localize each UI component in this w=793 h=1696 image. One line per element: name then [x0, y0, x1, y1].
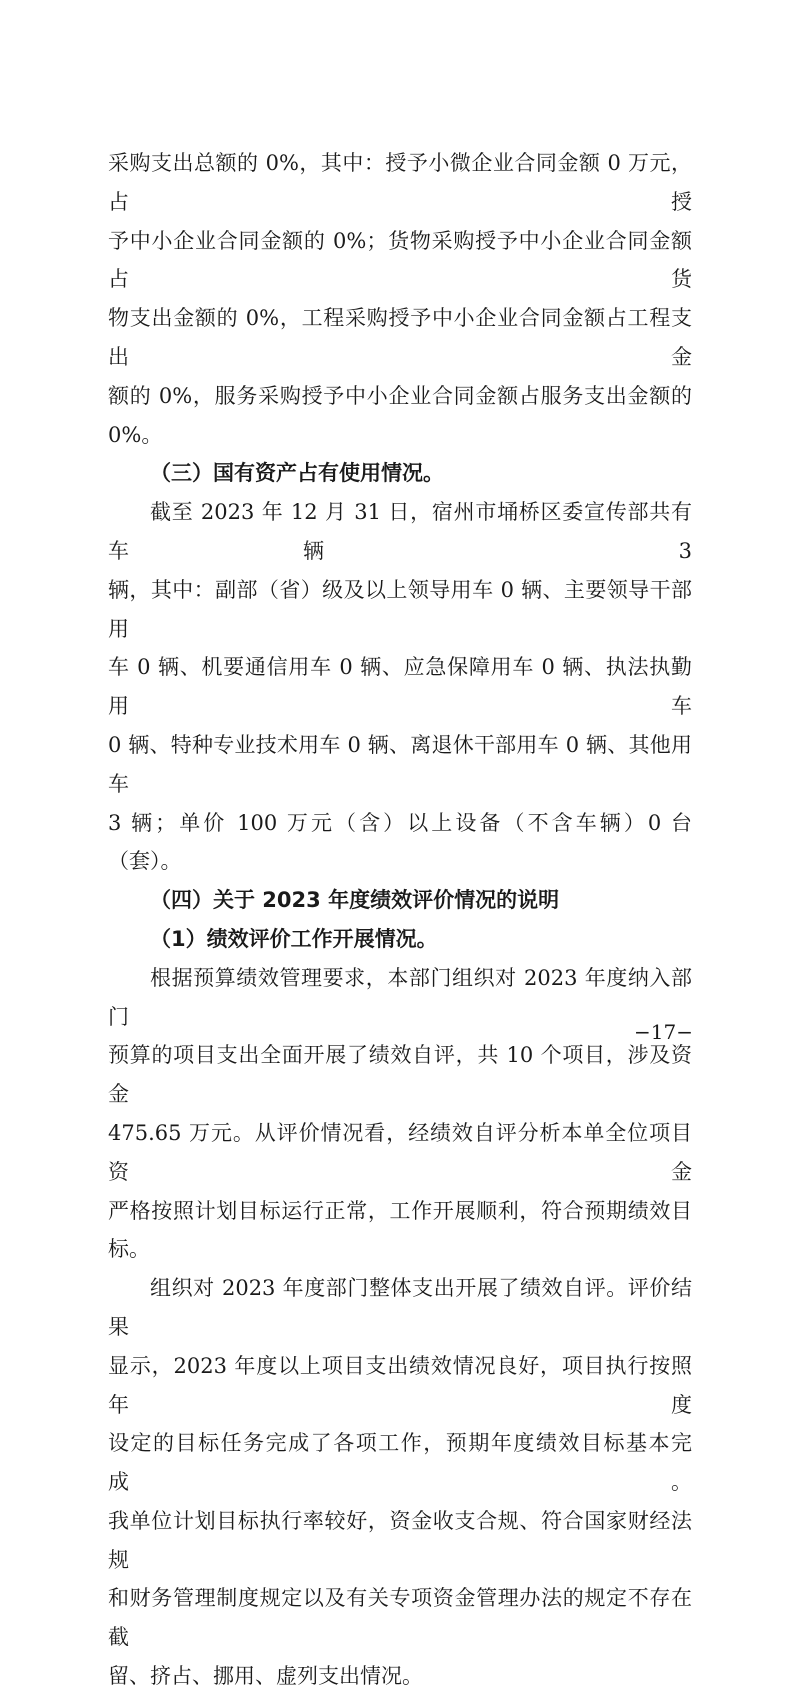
text-line: 设定的目标任务完成了各项工作，预期年度绩效目标基本完成。: [108, 1431, 692, 1495]
text-line: 留、挤占、挪用、虚列支出情况。: [108, 1664, 423, 1689]
text-line: 根据预算绩效管理要求，本部门组织对 2023 年度纳入部门: [108, 965, 692, 1029]
text-line: 严格按照计划目标运行正常，工作开展顺利，符合预期绩效目标。: [108, 1198, 692, 1262]
paragraph-vehicles: [108, 493, 692, 881]
text-line: 和财务管理制度规定以及有关专项资金管理办法的规定不存在截: [108, 1586, 692, 1650]
text-line: 予中小企业合同金额的 0%；货物采购授予中小企业合同金额占货: [108, 228, 692, 292]
text-line: 物支出金额的 0%，工程采购授予中小企业合同金额占工程支出金: [108, 306, 692, 369]
section-heading-assets: （三）国有资产占有使用情况。: [150, 461, 444, 486]
text-line: 预算的项目支出全面开展了绩效自评，共 10 个项目，涉及资金: [108, 1043, 692, 1107]
paragraph-overall-evaluation: [108, 1269, 692, 1696]
page-number: −17−: [634, 1020, 693, 1044]
section-heading-performance: （四）关于 2023 年度绩效评价情况的说明: [150, 888, 560, 913]
text-line: 显示，2023 年度以上项目支出绩效情况良好，项目执行按照年度: [108, 1353, 692, 1417]
paragraph-project-evaluation: [108, 959, 692, 1269]
text-line: 车 0 辆、机要通信用车 0 辆、应急保障用车 0 辆、执法执勤用车: [108, 655, 692, 719]
paragraph-procurement: [108, 144, 692, 454]
text-line: 辆，其中：副部（省）级及以上领导用车 0 辆、主要领导干部用: [108, 577, 692, 641]
document-body: [108, 144, 692, 1696]
text-line: 采购支出总额的 0%，其中：授予小微企业合同金额 0 万元，占授: [108, 151, 692, 214]
text-line: 组织对 2023 年度部门整体支出开展了绩效自评。评价结果: [108, 1276, 692, 1339]
text-line: 额的 0%，服务采购授予中小企业合同金额占服务支出金额的 0%。: [108, 383, 692, 447]
text-line: 3 辆；单价 100 万元（含）以上设备（不含车辆）0 台（套）。: [108, 810, 692, 874]
text-line: 截至 2023 年 12 月 31 日，宿州市埇桥区委宣传部共有车辆 3: [108, 500, 692, 563]
text-line: 475.65 万元。从评价情况看，经绩效自评分析本单全位项目资金: [108, 1120, 692, 1184]
text-line: 0 辆、特种专业技术用车 0 辆、离退休干部用车 0 辆、其他用车: [108, 732, 692, 796]
subsection-heading-evaluation: （1）绩效评价工作开展情况。: [150, 926, 438, 951]
text-line: 我单位计划目标执行率较好，资金收支合规、符合国家财经法规: [108, 1508, 692, 1572]
